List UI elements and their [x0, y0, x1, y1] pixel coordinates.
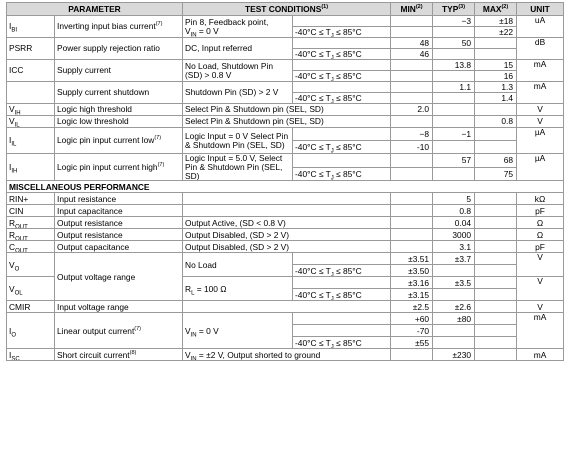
- min-cell: 46: [391, 49, 433, 60]
- temp-condition-cell: [293, 16, 391, 27]
- unit-cell: V: [517, 116, 564, 128]
- table-row-iil: [7, 128, 564, 141]
- symbol-cell: $V_{IL}$: [7, 116, 55, 128]
- min-cell: [391, 16, 433, 27]
- table-row-io: [7, 313, 564, 325]
- typ-cell: 1.1: [433, 82, 475, 93]
- symbol-cell: CMIR: [7, 301, 55, 313]
- temp-condition-cell: $-40^\circ C \le T_J \le 85^\circ C$: [293, 167, 391, 181]
- unit-cell: pF: [517, 241, 564, 253]
- unit-cell: Ω: [517, 229, 564, 241]
- header-test-conditions: TEST CONDITIONS$^{(1)}$: [183, 3, 391, 16]
- parameter-cell: Input voltage range: [55, 301, 183, 313]
- parameter-cell: Logic high threshold: [55, 104, 183, 116]
- condition-cell: $V_{IN} = \pm 2$ V, Output shorted to ground: [183, 349, 391, 361]
- temp-condition-cell: $-40^\circ C \le T_J \le 85^\circ C$: [293, 93, 391, 104]
- condition-cell: $V_{IN} = 0$ V: [183, 313, 293, 349]
- symbol-cell: $I_O$: [7, 313, 55, 349]
- parameter-cell: Logic pin input current high$^{(7)}$: [55, 154, 183, 181]
- min-cell: 2.0: [391, 104, 433, 116]
- unit-cell: V: [517, 104, 564, 116]
- typ-cell: ±3.7: [433, 253, 475, 265]
- temp-condition-cell: $-40^\circ C \le T_J \le 85^\circ C$: [293, 71, 391, 82]
- table-row-cin: [7, 205, 564, 217]
- table-row-rin: [7, 193, 564, 205]
- typ-cell: 0.8: [433, 205, 475, 217]
- table-row-isc: [7, 349, 564, 361]
- symbol-cell: RIN+: [7, 193, 55, 205]
- parameter-cell: Inverting input bias current$^{(7)}$: [55, 16, 183, 38]
- symbol-cell: $V_O$: [7, 253, 55, 277]
- table-row-ibi: [7, 16, 564, 27]
- condition-cell: Output Disabled, (SD > 2 V): [183, 241, 391, 253]
- min-cell: 48: [391, 38, 433, 49]
- typ-cell: 5: [433, 193, 475, 205]
- max-cell: 75: [475, 167, 517, 181]
- condition-cell: No Load: [183, 253, 293, 277]
- table-row-iih: [7, 154, 564, 168]
- typ-cell: 0.04: [433, 217, 475, 229]
- condition-cell: Logic Input = 5.0 V, Select Pin & Shutdown Pin (SEL, SD): [183, 154, 293, 181]
- table-row-vo: [7, 253, 564, 265]
- unit-cell: kΩ: [517, 193, 564, 205]
- condition-cell: Select Pin & Shutdown pin (SEL, SD): [183, 116, 391, 128]
- condition-cell: Logic Input = 0 V Select Pin & Shutdown Pin (SEL, SD): [183, 128, 293, 154]
- typ-cell: ±2.6: [433, 301, 475, 313]
- symbol-cell: $I_{IL}$: [7, 128, 55, 154]
- parameter-cell: Logic low threshold: [55, 116, 183, 128]
- parameter-cell: Output resistance: [55, 217, 183, 229]
- max-cell: ±22: [475, 27, 517, 38]
- symbol-cell: PSRR: [7, 38, 55, 60]
- unit-cell: Ω: [517, 217, 564, 229]
- parameter-cell: Short circuit current$^{(8)}$: [55, 349, 183, 361]
- min-cell: ±3.51: [391, 253, 433, 265]
- parameter-cell: Output resistance: [55, 229, 183, 241]
- table-row-cout: [7, 241, 564, 253]
- typ-cell: 13.8: [433, 60, 475, 71]
- table-row-vih: [7, 104, 564, 116]
- symbol-cell: [7, 82, 55, 104]
- min-cell: ±55: [391, 337, 433, 349]
- table-row-cmir: [7, 301, 564, 313]
- condition-cell: Output Active, (SD < 0.8 V): [183, 217, 391, 229]
- max-cell: ±18: [475, 16, 517, 27]
- min-cell: ±3.50: [391, 265, 433, 277]
- min-cell: ±3.16: [391, 277, 433, 289]
- typ-cell: 3000: [433, 229, 475, 241]
- parameter-cell: Input capacitance: [55, 205, 183, 217]
- typ-cell: −3: [433, 16, 475, 27]
- condition-cell: Pin 8, Feedback point, $V_{IN} = 0$ V: [183, 16, 293, 38]
- max-cell: 68: [475, 154, 517, 168]
- temp-condition-cell: $-40^\circ C \le T_J \le 85^\circ C$: [293, 49, 391, 60]
- unit-cell: mA: [517, 313, 564, 349]
- table-row-psrr: [7, 38, 564, 49]
- temp-condition-cell: $-40^\circ C \le T_J \le 85^\circ C$: [293, 289, 391, 301]
- electrical-characteristics-table: [6, 2, 564, 361]
- unit-cell: uA: [517, 16, 564, 38]
- condition-cell: Shutdown Pin (SD) > 2 V: [183, 82, 293, 104]
- unit-cell: V: [517, 277, 564, 301]
- max-cell: 1.4: [475, 93, 517, 104]
- min-cell: +60: [391, 313, 433, 325]
- min-cell: -10: [391, 141, 433, 154]
- unit-cell: pF: [517, 205, 564, 217]
- max-cell: 15: [475, 60, 517, 71]
- typ-cell: 50: [433, 38, 475, 49]
- typ-cell: 3.1: [433, 241, 475, 253]
- spec-table-container: [6, 2, 563, 361]
- typ-cell: ±3.5: [433, 277, 475, 289]
- max-cell: 1.3: [475, 82, 517, 93]
- header-row: [7, 3, 564, 16]
- unit-cell: mA: [517, 60, 564, 82]
- condition-cell: DC, Input referred: [183, 38, 293, 60]
- symbol-cell: CIN: [7, 205, 55, 217]
- unit-cell: µA: [517, 128, 564, 154]
- symbol-cell: $I_{BI}$: [7, 16, 55, 38]
- condition-cell: No Load, Shutdown Pin (SD) > 0.8 V: [183, 60, 293, 82]
- parameter-cell: Output capacitance: [55, 241, 183, 253]
- min-cell: -70: [391, 325, 433, 337]
- symbol-cell: $V_{OL}$: [7, 277, 55, 301]
- min-cell: ±2.5: [391, 301, 433, 313]
- min-cell: ±3.15: [391, 289, 433, 301]
- min-cell: −8: [391, 128, 433, 141]
- header-min: MIN$^{(2)}$: [391, 3, 433, 16]
- parameter-cell: Linear output current$^{(7)}$: [55, 313, 183, 349]
- table-row-rout-disabled: [7, 229, 564, 241]
- typ-cell: −1: [433, 128, 475, 141]
- table-row-rout-active: [7, 217, 564, 229]
- typ-cell: ±80: [433, 313, 475, 325]
- typ-cell: ±230: [433, 349, 475, 361]
- parameter-cell: Power supply rejection ratio: [55, 38, 183, 60]
- condition-cell: $R_L = 100$ Ω: [183, 277, 293, 301]
- header-parameter: PARAMETER: [7, 3, 183, 16]
- header-typ: TYP$^{(3)}$: [433, 3, 475, 16]
- unit-cell: dB: [517, 38, 564, 60]
- table-row-vil: [7, 116, 564, 128]
- temp-condition-cell: $-40^\circ C \le T_J \le 85^\circ C$: [293, 337, 391, 349]
- symbol-cell: $I_{SC}$: [7, 349, 55, 361]
- max-cell: 0.8: [475, 116, 517, 128]
- parameter-cell: Input resistance: [55, 193, 183, 205]
- header-max: MAX$^{(2)}$: [475, 3, 517, 16]
- temp-condition-cell: $-40^\circ C \le T_J \le 85^\circ C$: [293, 141, 391, 154]
- unit-cell: µA: [517, 154, 564, 181]
- unit-cell: mA: [517, 349, 564, 361]
- parameter-cell: Output voltage range: [55, 253, 183, 301]
- unit-cell: mA: [517, 82, 564, 104]
- symbol-cell: ICC: [7, 60, 55, 82]
- symbol-cell: $C_{OUT}$: [7, 241, 55, 253]
- parameter-cell: Logic pin input current low$^{(7)}$: [55, 128, 183, 154]
- temp-condition-cell: $-40^\circ C \le T_J \le 85^\circ C$: [293, 265, 391, 277]
- section-header-misc: [7, 181, 564, 193]
- typ-cell: 57: [433, 154, 475, 168]
- symbol-cell: $R_{OUT}$: [7, 217, 55, 229]
- temp-condition-cell: $-40^\circ C \le T_J \le 85^\circ C$: [293, 27, 391, 38]
- parameter-cell: Supply current shutdown: [55, 82, 183, 104]
- symbol-cell: $I_{IH}$: [7, 154, 55, 181]
- symbol-cell: $R_{OUT}$: [7, 229, 55, 241]
- table-row-icc: [7, 60, 564, 71]
- condition-cell: Output Disabled, (SD > 2 V): [183, 229, 391, 241]
- header-unit: UNIT: [517, 3, 564, 16]
- symbol-cell: $V_{IH}$: [7, 104, 55, 116]
- condition-cell: Select Pin & Shutdown pin (SEL, SD): [183, 104, 391, 116]
- max-cell: 16: [475, 71, 517, 82]
- unit-cell: V: [517, 301, 564, 313]
- section-title: MISCELLANEOUS PERFORMANCE: [7, 181, 564, 193]
- table-row-icc-shutdown: [7, 82, 564, 93]
- parameter-cell: Supply current: [55, 60, 183, 82]
- unit-cell: V: [517, 253, 564, 277]
